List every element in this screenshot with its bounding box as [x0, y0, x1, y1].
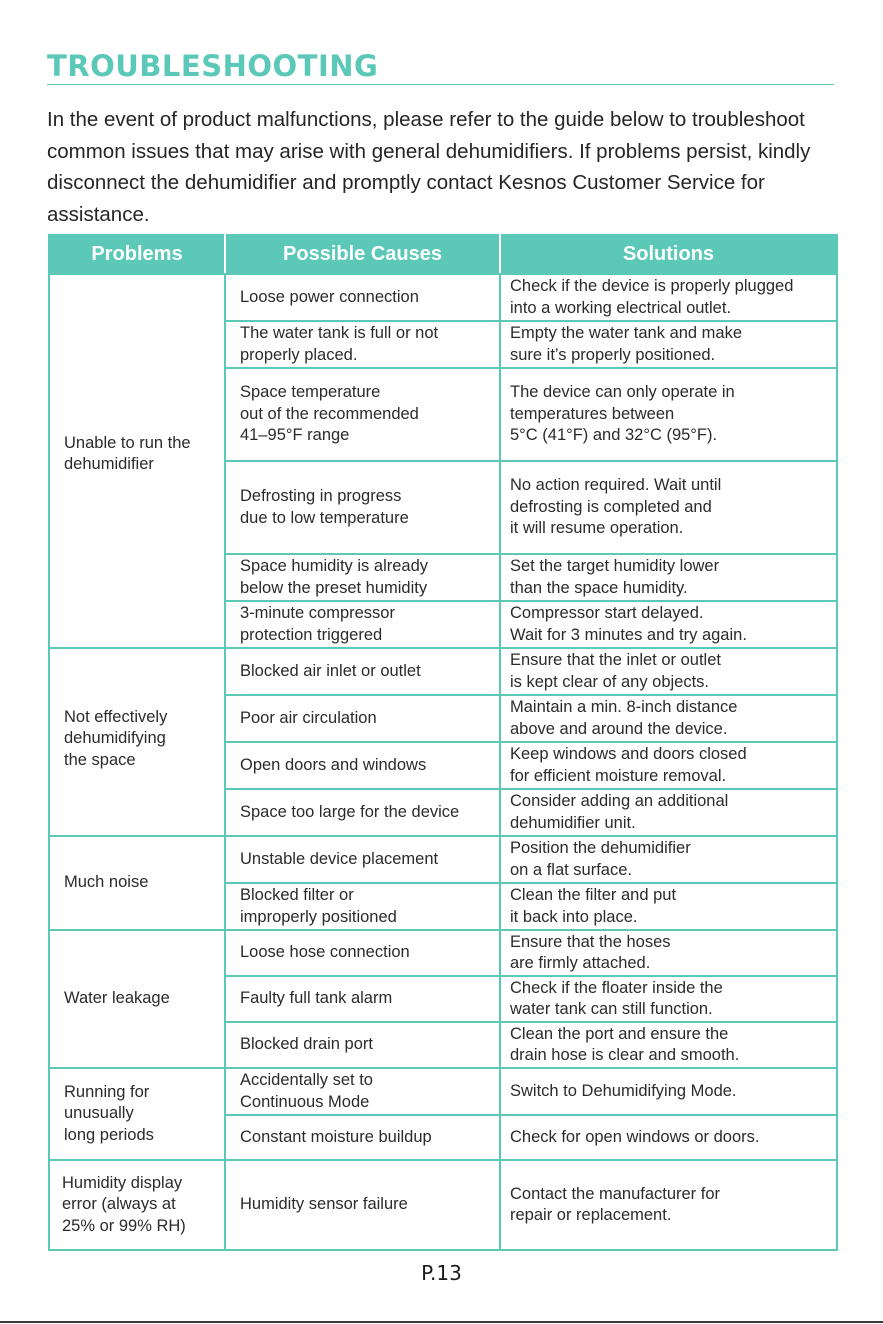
cause-cell: 3-minute compressor protection triggered	[225, 601, 500, 648]
page-title: TROUBLESHOOTING	[47, 49, 379, 84]
cause-cell: Space temperature out of the recommended 41–95°F range	[225, 368, 500, 461]
header-possible-causes: Possible Causes	[225, 235, 500, 274]
solution-cell: Contact the manufacturer for repair or replacement.	[500, 1160, 837, 1250]
solution-cell: Switch to Dehumidifying Mode.	[500, 1068, 837, 1115]
cause-cell: Defrosting in progress due to low temperature	[225, 461, 500, 554]
cause-cell: Humidity sensor failure	[225, 1160, 500, 1250]
cause-cell: Blocked drain port	[225, 1022, 500, 1068]
cause-cell: Blocked filter or improperly positioned	[225, 883, 500, 930]
title-divider	[47, 84, 834, 85]
cause-cell: Constant moisture buildup	[225, 1115, 500, 1160]
solution-cell: Compressor start delayed. Wait for 3 minutes and try again.	[500, 601, 837, 648]
cause-cell: Space humidity is already below the preset humidity	[225, 554, 500, 601]
solution-cell: No action required. Wait until defrosting is completed and it will resume operation.	[500, 461, 837, 554]
solution-cell: Check if the floater inside the water tank can still function.	[500, 976, 837, 1022]
cause-cell: Accidentally set to Continuous Mode	[225, 1068, 500, 1115]
cause-cell: Loose hose connection	[225, 930, 500, 976]
bottom-divider	[0, 1321, 883, 1323]
solution-cell: Maintain a min. 8-inch distance above and around the device.	[500, 695, 837, 742]
problem-cell: Not effectively dehumidifying the space	[49, 648, 225, 836]
solution-cell: Clean the port and ensure the drain hose is clear and smooth.	[500, 1022, 837, 1068]
solution-cell: Ensure that the inlet or outlet is kept clear of any objects.	[500, 648, 837, 695]
problem-cell: Unable to run the dehumidifier	[49, 274, 225, 648]
solution-cell: Position the dehumidifier on a flat surface.	[500, 836, 837, 883]
table-row	[49, 648, 837, 695]
cause-cell: Poor air circulation	[225, 695, 500, 742]
solution-cell: Consider adding an additional dehumidifier unit.	[500, 789, 837, 836]
solution-cell: Check for open windows or doors.	[500, 1115, 837, 1160]
table-header-row	[49, 235, 837, 274]
cause-cell: Blocked air inlet or outlet	[225, 648, 500, 695]
solution-cell: The device can only operate in temperatures between 5°C (41°F) and 32°C (95°F).	[500, 368, 837, 461]
cause-cell: The water tank is full or not properly placed.	[225, 321, 500, 368]
header-solutions: Solutions	[500, 235, 837, 274]
cause-cell: Loose power connection	[225, 274, 500, 321]
table-row	[49, 274, 837, 321]
table-row	[49, 1068, 837, 1115]
problem-cell: Water leakage	[49, 930, 225, 1068]
intro-paragraph: In the event of product malfunctions, please refer to the guide below to troubleshoot common issues that may arise with general dehumidifiers. If problems persist, kindly disconnect the dehumidifier and promptly contact Kesnos Customer Service for assistance.	[47, 108, 811, 226]
solution-cell: Ensure that the hoses are firmly attached.	[500, 930, 837, 976]
solution-cell: Set the target humidity lower than the space humidity.	[500, 554, 837, 601]
solution-cell: Check if the device is properly plugged into a working electrical outlet.	[500, 274, 837, 321]
cause-cell: Faulty full tank alarm	[225, 976, 500, 1022]
table-row	[49, 1160, 837, 1250]
solution-cell: Clean the filter and put it back into place.	[500, 883, 837, 930]
table-row	[49, 836, 837, 883]
cause-cell: Unstable device placement	[225, 836, 500, 883]
troubleshooting-table	[48, 234, 838, 1251]
problem-cell: Humidity display error (always at 25% or 99% RH)	[49, 1160, 225, 1250]
problem-cell: Running for unusually long periods	[49, 1068, 225, 1160]
solution-cell: Empty the water tank and make sure it’s properly positioned.	[500, 321, 837, 368]
problem-cell: Much noise	[49, 836, 225, 930]
cause-cell: Open doors and windows	[225, 742, 500, 789]
solution-cell: Keep windows and doors closed for efficient moisture removal.	[500, 742, 837, 789]
table-row	[49, 930, 837, 976]
cause-cell: Space too large for the device	[225, 789, 500, 836]
header-problems: Problems	[49, 235, 225, 274]
page-number: P.13	[421, 1261, 462, 1285]
